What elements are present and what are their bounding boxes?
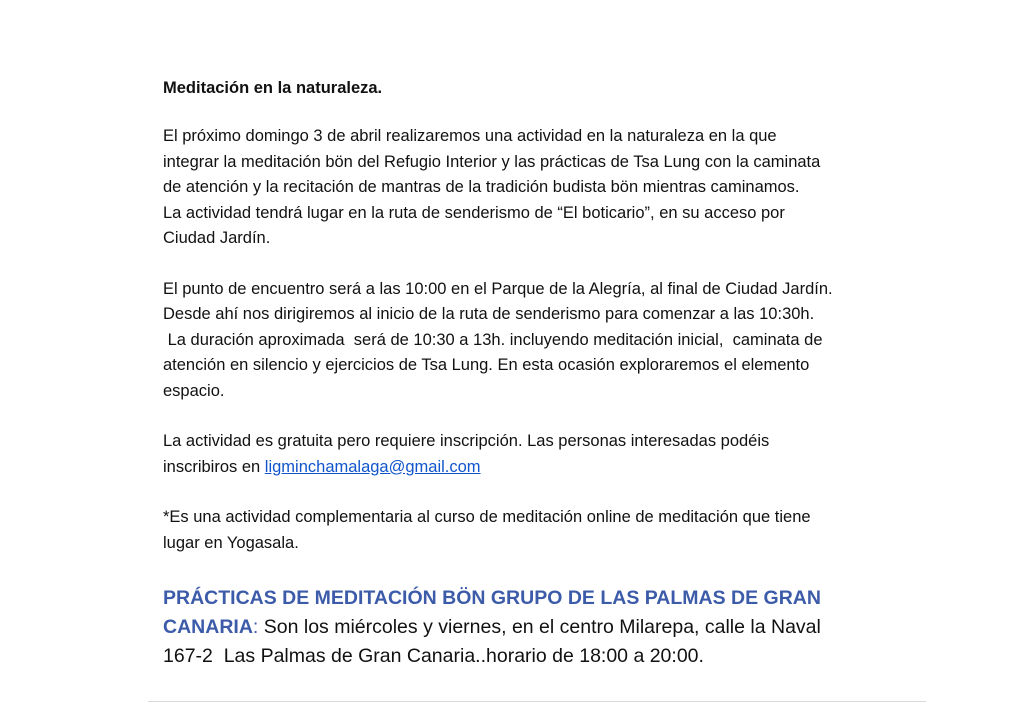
paragraph-line: La actividad es gratuita pero requiere inscripción. Las personas interesadas podéis	[163, 432, 770, 450]
email-link[interactable]: ligminchamalaga@gmail.com	[264, 457, 481, 476]
paragraph-line: Desde ahí nos dirigiremos al inicio de la ruta de senderismo para comenzar a las 10:30h.	[163, 305, 815, 323]
paragraph-line	[163, 455, 923, 481]
paragraph-line: La actividad tendrá lugar en la ruta de senderismo de “El boticario”, en su acceso por	[163, 203, 785, 222]
section-text-line	[163, 613, 923, 642]
paragraph-line: La duración aproximada será de 10:30 a 13h. incluyendo meditación inicial, caminata de	[163, 330, 823, 349]
paragraph-line: lugar en Yogasala.	[163, 533, 299, 552]
paragraph-line: de atención y la recitación de mantras de la tradición budista bön mientras caminamos.	[163, 178, 800, 196]
page-divider	[148, 701, 926, 702]
paragraph-registration	[163, 429, 923, 480]
paragraph-line: atención en silencio y ejercicios de Tsa Lung. En esta ocasión exploraremos el elemento	[163, 356, 810, 374]
paragraph-activity-intro	[163, 124, 923, 252]
paragraph-line: espacio.	[163, 381, 225, 400]
paragraph-line: El próximo domingo 3 de abril realizaremos una actividad en la naturaleza en la que	[163, 127, 777, 145]
document-body	[163, 76, 923, 581]
gran-canaria-section	[163, 584, 923, 671]
paragraph-line: integrar la meditación bön del Refugio Interior y las prácticas de Tsa Lung con la caminata	[163, 152, 821, 171]
section-title-continued: CANARIA	[163, 616, 253, 638]
paragraph-line: Ciudad Jardín.	[163, 229, 271, 247]
paragraph-footnote	[163, 505, 923, 556]
paragraph-line: *Es una actividad complementaria al curso de meditación online de meditación que tiene	[163, 508, 811, 526]
registration-prefix: inscribiros en	[163, 457, 265, 476]
section-text-line: 167-2 Las Palmas de Gran Canaria..horario de 18:00 a 20:00.	[163, 645, 704, 667]
paragraph-meeting-point	[163, 277, 923, 405]
document-heading: Meditación en la naturaleza.	[163, 79, 383, 97]
paragraph-line: El punto de encuentro será a las 10:00 en el Parque de la Alegría, al final de Ciudad Jardín.	[163, 279, 833, 298]
section-colon: :	[252, 616, 259, 638]
section-title-line	[163, 584, 923, 613]
section-text: Son los miércoles y viernes, en el centro Milarepa, calle la Naval	[258, 616, 821, 638]
section-title: PRÁCTICAS DE MEDITACIÓN BÖN GRUPO DE LAS PALMAS DE GRAN	[163, 587, 821, 609]
